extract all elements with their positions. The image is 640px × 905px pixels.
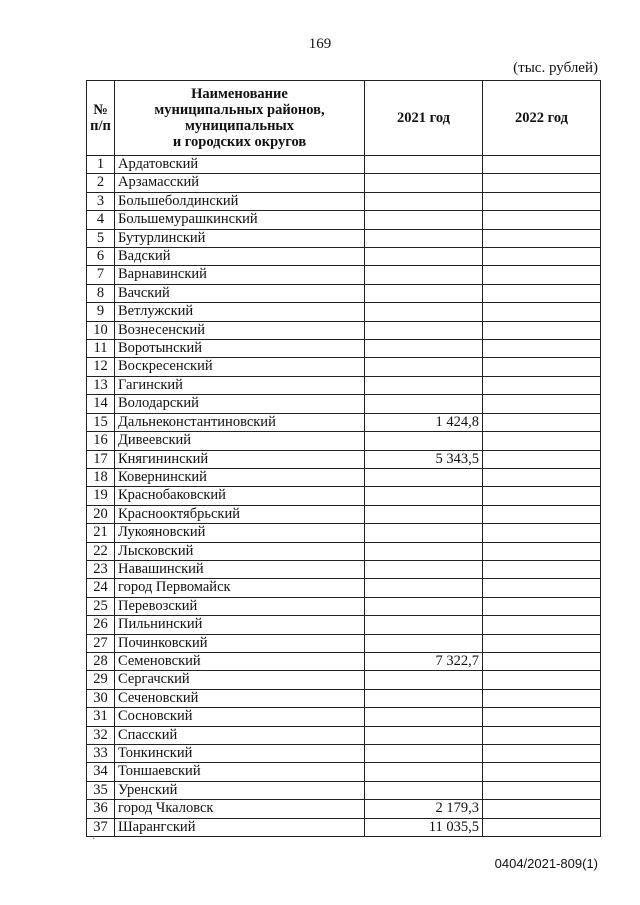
row-value-2021 xyxy=(365,156,483,174)
row-name: Арзамасский xyxy=(115,174,365,192)
row-name: Княгининский xyxy=(115,450,365,468)
table-row xyxy=(87,340,601,358)
row-number: 21 xyxy=(87,524,115,542)
row-value-2022 xyxy=(483,376,601,394)
row-number: 14 xyxy=(87,395,115,413)
row-value-2022 xyxy=(483,229,601,247)
table-row xyxy=(87,192,601,210)
table-row xyxy=(87,376,601,394)
table-row xyxy=(87,579,601,597)
header-name-line1: Наименование xyxy=(191,86,288,102)
row-value-2022 xyxy=(483,248,601,266)
row-value-2021 xyxy=(365,229,483,247)
row-value-2022 xyxy=(483,634,601,652)
row-name: Лысковский xyxy=(115,542,365,560)
row-number: 7 xyxy=(87,266,115,284)
row-name: город Чкаловск xyxy=(115,800,365,818)
table-row xyxy=(87,413,601,431)
row-name: Краснобаковский xyxy=(115,487,365,505)
row-name: Тонкинский xyxy=(115,745,365,763)
row-name: Пильнинский xyxy=(115,616,365,634)
row-name: Сергачский xyxy=(115,671,365,689)
row-value-2021 xyxy=(365,616,483,634)
row-value-2022 xyxy=(483,726,601,744)
row-name: Вознесенский xyxy=(115,321,365,339)
row-number: 32 xyxy=(87,726,115,744)
row-number: 12 xyxy=(87,358,115,376)
row-value-2022 xyxy=(483,800,601,818)
table-row xyxy=(87,156,601,174)
row-name: Сосновский xyxy=(115,708,365,726)
row-name: Ветлужский xyxy=(115,303,365,321)
header-name xyxy=(115,81,365,156)
row-value-2022 xyxy=(483,156,601,174)
row-value-2022 xyxy=(483,818,601,836)
row-value-2021 xyxy=(365,524,483,542)
row-value-2021 xyxy=(365,192,483,210)
table-row xyxy=(87,487,601,505)
row-value-2022 xyxy=(483,284,601,302)
row-value-2021 xyxy=(365,487,483,505)
row-name: Краснооктябрьский xyxy=(115,505,365,523)
table-row xyxy=(87,726,601,744)
row-value-2022 xyxy=(483,671,601,689)
table-row xyxy=(87,800,601,818)
row-number: 17 xyxy=(87,450,115,468)
row-value-2022 xyxy=(483,487,601,505)
header-name-line3: муниципальных xyxy=(184,118,294,134)
row-value-2021 xyxy=(365,376,483,394)
row-number: 26 xyxy=(87,616,115,634)
row-number: 31 xyxy=(87,708,115,726)
row-number: 11 xyxy=(87,340,115,358)
row-name: Спасский xyxy=(115,726,365,744)
table-row xyxy=(87,616,601,634)
table-row xyxy=(87,284,601,302)
row-number: 22 xyxy=(87,542,115,560)
row-value-2021 xyxy=(365,395,483,413)
row-name: Вадский xyxy=(115,248,365,266)
row-value-2021: 1 424,8 xyxy=(365,413,483,431)
table-row xyxy=(87,652,601,670)
row-value-2021 xyxy=(365,579,483,597)
row-number: 20 xyxy=(87,505,115,523)
row-value-2022 xyxy=(483,266,601,284)
table-row xyxy=(87,708,601,726)
page-number: 169 xyxy=(308,36,332,52)
row-value-2022 xyxy=(483,303,601,321)
row-name: Тоншаевский xyxy=(115,763,365,781)
row-name: Вачский xyxy=(115,284,365,302)
row-number: 15 xyxy=(87,413,115,431)
row-name: Перевозский xyxy=(115,597,365,615)
scan-mark: · xyxy=(92,834,96,845)
row-value-2021 xyxy=(365,671,483,689)
row-name: город Первомайск xyxy=(115,579,365,597)
table-row xyxy=(87,542,601,560)
table-row xyxy=(87,818,601,836)
row-value-2022 xyxy=(483,174,601,192)
row-value-2022 xyxy=(483,321,601,339)
row-name: Гагинский xyxy=(115,376,365,394)
row-number: 33 xyxy=(87,745,115,763)
row-number: 2 xyxy=(87,174,115,192)
document-code: 0404/2021-809(1) xyxy=(494,856,598,871)
row-number: 18 xyxy=(87,468,115,486)
row-value-2021 xyxy=(365,745,483,763)
row-value-2022 xyxy=(483,745,601,763)
table-row xyxy=(87,781,601,799)
table-row xyxy=(87,468,601,486)
row-number: 36 xyxy=(87,800,115,818)
row-value-2021 xyxy=(365,763,483,781)
table-row xyxy=(87,745,601,763)
table-row xyxy=(87,634,601,652)
row-value-2022 xyxy=(483,450,601,468)
row-name: Воротынский xyxy=(115,340,365,358)
row-value-2021: 5 343,5 xyxy=(365,450,483,468)
row-name: Навашинский xyxy=(115,560,365,578)
row-value-2022 xyxy=(483,505,601,523)
row-number: 13 xyxy=(87,376,115,394)
row-value-2021 xyxy=(365,358,483,376)
table-row xyxy=(87,229,601,247)
row-name: Лукояновский xyxy=(115,524,365,542)
row-number: 28 xyxy=(87,652,115,670)
table-row xyxy=(87,174,601,192)
row-value-2022 xyxy=(483,560,601,578)
table-row xyxy=(87,395,601,413)
row-value-2021 xyxy=(365,726,483,744)
table-row xyxy=(87,450,601,468)
row-value-2021 xyxy=(365,505,483,523)
table-row xyxy=(87,560,601,578)
header-number-sign: № xyxy=(93,102,108,118)
row-name: Дивеевский xyxy=(115,432,365,450)
row-name: Сеченовский xyxy=(115,689,365,707)
row-value-2022 xyxy=(483,542,601,560)
row-number: 37 xyxy=(87,818,115,836)
row-value-2021 xyxy=(365,781,483,799)
row-name: Шарангский xyxy=(115,818,365,836)
row-value-2022 xyxy=(483,211,601,229)
units-label: (тыс. рублей) xyxy=(513,60,598,76)
row-value-2022 xyxy=(483,579,601,597)
row-number: 30 xyxy=(87,689,115,707)
row-value-2022 xyxy=(483,689,601,707)
row-value-2021 xyxy=(365,708,483,726)
row-number: 34 xyxy=(87,763,115,781)
row-number: 9 xyxy=(87,303,115,321)
row-number: 5 xyxy=(87,229,115,247)
row-value-2021 xyxy=(365,321,483,339)
row-value-2022 xyxy=(483,616,601,634)
row-name: Починковский xyxy=(115,634,365,652)
row-number: 25 xyxy=(87,597,115,615)
row-value-2022 xyxy=(483,708,601,726)
table-row xyxy=(87,505,601,523)
row-name: Уренский xyxy=(115,781,365,799)
row-number: 23 xyxy=(87,560,115,578)
row-value-2022 xyxy=(483,413,601,431)
row-value-2021: 11 035,5 xyxy=(365,818,483,836)
row-value-2021 xyxy=(365,340,483,358)
row-value-2021 xyxy=(365,597,483,615)
row-number: 1 xyxy=(87,156,115,174)
row-value-2022 xyxy=(483,597,601,615)
row-number: 10 xyxy=(87,321,115,339)
row-name: Большемурашкинский xyxy=(115,211,365,229)
header-2022: 2022 год xyxy=(483,81,601,156)
row-value-2021: 2 179,3 xyxy=(365,800,483,818)
row-value-2021 xyxy=(365,542,483,560)
row-value-2021 xyxy=(365,432,483,450)
row-name: Бутурлинский xyxy=(115,229,365,247)
row-name: Ковернинский xyxy=(115,468,365,486)
table-row xyxy=(87,671,601,689)
table-row xyxy=(87,321,601,339)
table-row xyxy=(87,358,601,376)
row-name: Ардатовский xyxy=(115,156,365,174)
row-value-2022 xyxy=(483,468,601,486)
header-number-pp: п/п xyxy=(90,118,111,134)
row-value-2022 xyxy=(483,432,601,450)
table-row xyxy=(87,248,601,266)
table-row xyxy=(87,211,601,229)
row-number: 29 xyxy=(87,671,115,689)
row-value-2021 xyxy=(365,634,483,652)
header-name-line2: муниципальных районов, xyxy=(154,102,325,118)
row-name: Володарский xyxy=(115,395,365,413)
row-value-2022 xyxy=(483,192,601,210)
row-value-2021 xyxy=(365,303,483,321)
row-value-2021 xyxy=(365,560,483,578)
row-number: 6 xyxy=(87,248,115,266)
table-row xyxy=(87,763,601,781)
row-value-2022 xyxy=(483,763,601,781)
table-row xyxy=(87,266,601,284)
header-number xyxy=(87,81,115,156)
row-value-2022 xyxy=(483,395,601,413)
row-value-2021 xyxy=(365,266,483,284)
row-value-2021 xyxy=(365,211,483,229)
row-number: 4 xyxy=(87,211,115,229)
table-row xyxy=(87,689,601,707)
row-value-2022 xyxy=(483,340,601,358)
row-name: Большеболдинский xyxy=(115,192,365,210)
row-name: Дальнеконстантиновский xyxy=(115,413,365,431)
row-number: 27 xyxy=(87,634,115,652)
table-row xyxy=(87,303,601,321)
budget-table xyxy=(86,80,601,837)
row-value-2021 xyxy=(365,689,483,707)
row-value-2022 xyxy=(483,358,601,376)
row-number: 8 xyxy=(87,284,115,302)
row-value-2021 xyxy=(365,248,483,266)
row-value-2021 xyxy=(365,174,483,192)
row-number: 3 xyxy=(87,192,115,210)
row-name: Варнавинский xyxy=(115,266,365,284)
row-value-2021 xyxy=(365,468,483,486)
row-number: 19 xyxy=(87,487,115,505)
row-value-2022 xyxy=(483,781,601,799)
row-number: 16 xyxy=(87,432,115,450)
header-2021: 2021 год xyxy=(365,81,483,156)
table-row xyxy=(87,432,601,450)
row-name: Воскресенский xyxy=(115,358,365,376)
row-value-2022 xyxy=(483,652,601,670)
table-row xyxy=(87,524,601,542)
row-value-2021: 7 322,7 xyxy=(365,652,483,670)
table-header-row xyxy=(87,81,601,156)
row-name: Семеновский xyxy=(115,652,365,670)
table-row xyxy=(87,597,601,615)
header-name-line4: и городских округов xyxy=(172,134,307,150)
row-number: 35 xyxy=(87,781,115,799)
row-number: 24 xyxy=(87,579,115,597)
row-value-2022 xyxy=(483,524,601,542)
row-value-2021 xyxy=(365,284,483,302)
